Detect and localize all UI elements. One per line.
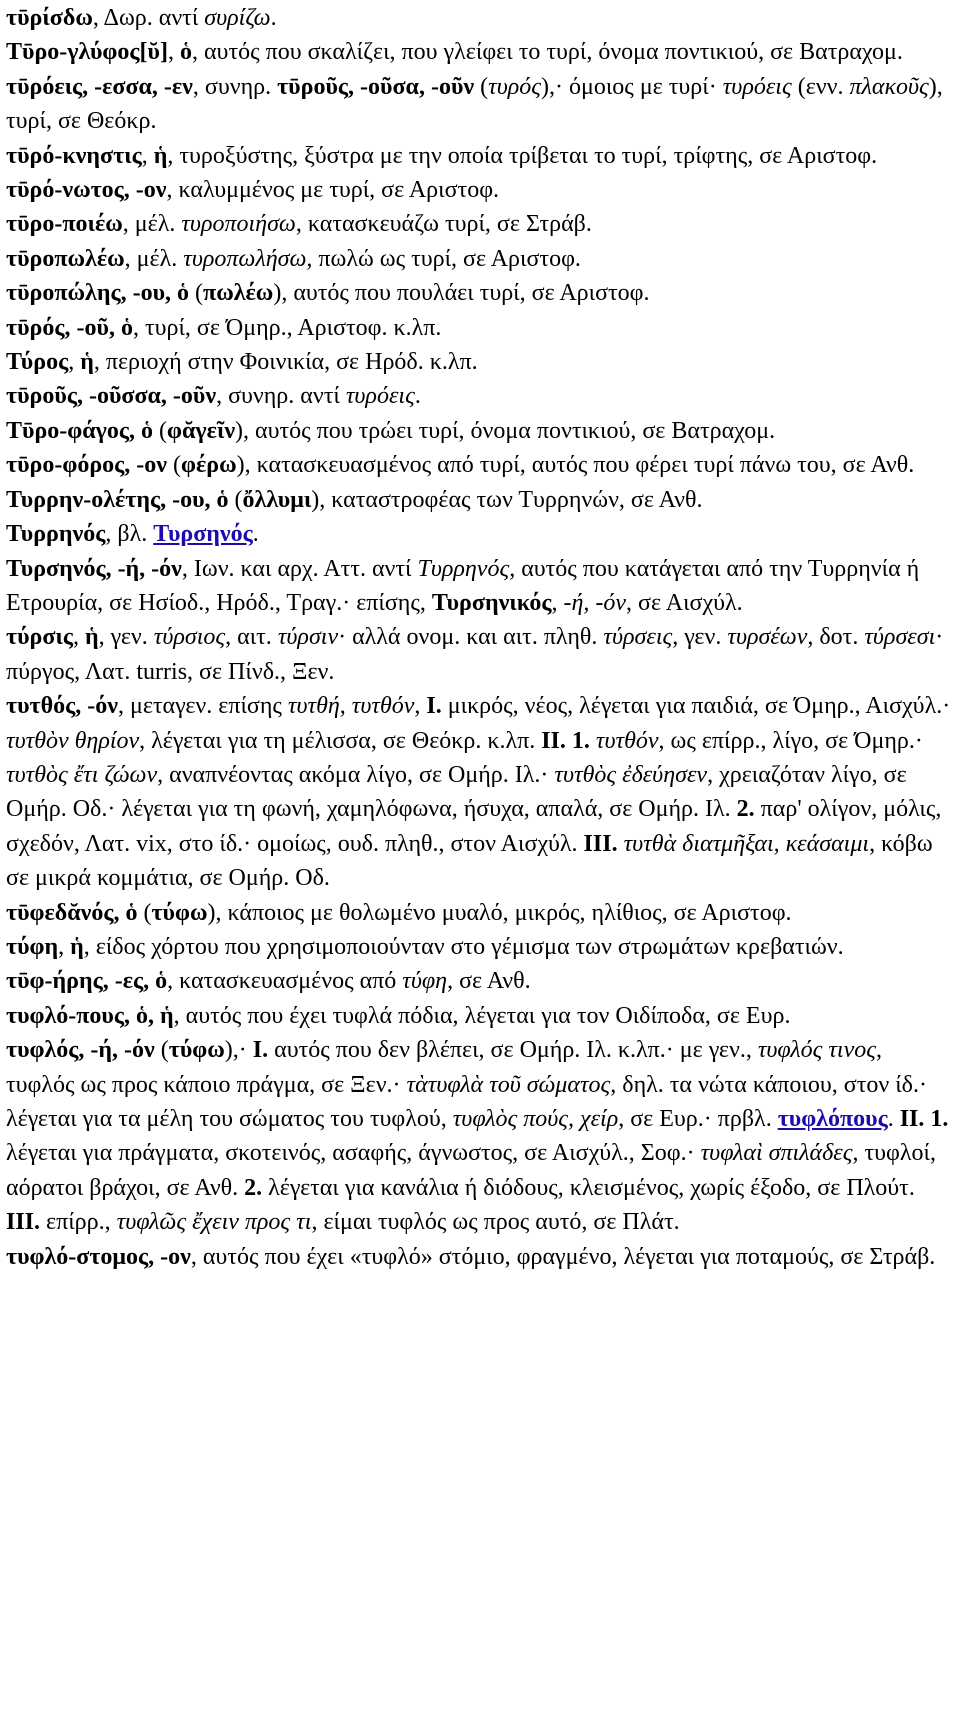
definition-text: , κόβω σε μικρά κομμάτια, σε Ομήρ. Οδ. (6, 830, 933, 892)
definition-text: . (414, 383, 421, 410)
definition-text: , (141, 142, 154, 169)
definition-text: , κατασκευάζω τυρί, σε Στράβ. (295, 211, 592, 238)
definition-text: · πύργος, Λατ. turris, σε Πίνδ., Ξεν. (6, 624, 944, 685)
dictionary-entry-tyflo-stomos (6, 1240, 954, 1274)
definition-text: , τυφλός ως προς κάποιο πράγμα, σε Ξεν.· (6, 1037, 882, 1098)
definition-text: , τυρί, σε Όμηρ., Αριστοφ. κ.λπ. (132, 314, 442, 341)
dictionary-entry-turopoleo (6, 242, 954, 276)
italic-text: συρίζω (204, 5, 271, 31)
bold-text: τύφω (151, 899, 208, 926)
italic-text: Τυρρηνός (417, 555, 510, 582)
dictionary-entry-tyrrenos (6, 517, 954, 551)
italic-text: τυρσέων (727, 624, 808, 651)
headword: τῡφ-ήρης, -ες, ὁ (6, 968, 168, 995)
definition-text: , καλυμμένος με τυρί, σε Αριστοφ. (166, 177, 500, 204)
dictionary-entry-turopoles (6, 276, 954, 310)
definition-text: ( (153, 417, 168, 444)
definition-text: , αιτ. (225, 624, 278, 651)
definition-text: , τυροξύστης, ξύστρα με την οποία τρίβεται το τυρί, τρίφτης, σε Αριστοφ. (167, 142, 878, 169)
bold-text: ὄλλυμι (242, 486, 312, 513)
definition-text: , αυτός που κατάγεται από την Τυρρηνία ή Ετρουρία, σε Ησίοδ., Ηρόδ., Τραγ.· επίσης, (6, 555, 920, 616)
headword: τῡρό-νωτος, -ον (6, 177, 167, 204)
headword: Τῡρο-γλύφος[ῠ] (6, 39, 168, 66)
definition-text: , μέλ. (122, 211, 182, 238)
definition-text: ), τυρί, σε Θεόκρ. (6, 73, 943, 135)
italic-text: τυτθὸν θηρίον (6, 727, 140, 754)
headword: Τυρρηνός (6, 521, 106, 548)
dictionary-entry-turo-fagos (6, 414, 954, 448)
bold-text: φέρω (181, 452, 237, 479)
bold-text: τύφω (168, 1037, 225, 1064)
headword: τῡρίσδω (6, 5, 93, 31)
italic-text: τυτθή (287, 693, 340, 720)
dictionary-entry-tyrren-oletes (6, 483, 954, 517)
italic-text: τύφη (402, 968, 448, 995)
bold-text: II. 1. (899, 1106, 949, 1132)
cross-reference-link[interactable]: τυφλόπους (777, 1106, 888, 1132)
definition-text: . (252, 521, 259, 548)
bold-text: φᾰγεῖν (167, 417, 236, 444)
definition-text: , Δωρ. αντί (92, 5, 205, 31)
definition-text: , συνηρ. αντί (216, 383, 346, 410)
definition-text: ( (474, 73, 489, 100)
headword: τῡρός, -οῦ, ὁ (6, 314, 133, 341)
definition-text: , αυτός που σκαλίζει, που γλείφει το τυρί, όνομα ποντικιού, σε Βατραχομ. (191, 39, 903, 66)
bold-text: Τυρσηνικός (431, 589, 552, 616)
definition-text: , χρειαζόταν λίγο, σε Ομήρ. Οδ.· λέγεται για τη φωνή, χαμηλόφωνα, ήσυχα, απαλά, σε Ομήρ. Ιλ. (6, 761, 907, 823)
definition-text: , είδος χόρτου που χρησιμοποιούνταν στο γέμισμα των στρωμάτων κρεβατιών. (83, 933, 844, 960)
headword: Τυρσηνός, -ή, -όν (6, 555, 182, 582)
bold-text: ἡ (84, 624, 99, 651)
headword: τυφλό-πους, ὁ, ἡ (6, 1002, 174, 1029)
italic-text: τυφλαὶ σπιλάδες (700, 1140, 853, 1167)
headword: τῡρο-φόρος, -ον (6, 452, 168, 479)
headword: τύφη (6, 933, 59, 960)
definition-text: , λέγεται για τη μέλισσα, σε Θεόκρ. κ.λπ. (139, 727, 542, 754)
definition-text: ),· όμοιος με τυρί· (541, 73, 723, 100)
definition-text: , αυτός που έχει τυφλά πόδια, λέγεται για τον Οιδίποδα, σε Ευρ. (173, 1002, 791, 1029)
definition-text: , βλ. (105, 521, 154, 548)
headword: τυτθός, -όν (6, 693, 118, 720)
definition-text: , σε Ανθ. (447, 968, 531, 995)
italic-text: πλακοῦς (849, 73, 929, 100)
definition-text: αυτός που δεν βλέπει, σε Ομήρ. Ιλ. κ.λπ.· με γεν., (268, 1037, 758, 1064)
italic-text: τυφλός τινος (757, 1037, 876, 1064)
dictionary-entry-tytthos (6, 689, 954, 895)
bold-text: I. (426, 693, 442, 720)
headword: Τῡρο-φάγος, ὁ (6, 417, 154, 444)
definition-text: , πωλώ ως τυρί, σε Αριστοφ. (306, 245, 581, 272)
dictionary-entry-tyf-eres (6, 964, 954, 998)
headword: Τυρρην-ολέτης, -ου, ὁ (6, 486, 229, 513)
dictionary-entry-tyfedanos (6, 896, 954, 930)
headword: τῡρο-ποιέω (6, 211, 123, 238)
definition-text: , γεν. (98, 624, 154, 651)
definition-text: ( (137, 899, 152, 926)
bold-text: III. (583, 830, 618, 857)
italic-text: τύρσεις (603, 624, 673, 651)
definition-text: ( (228, 486, 243, 513)
dictionary-entry-turos (6, 311, 954, 345)
definition-text: · αλλά ονομ. και αιτ. πληθ. (338, 624, 604, 651)
dictionary-entry-turo-poieo (6, 207, 954, 241)
italic-text: τυτθὸς ἐδεύησεν (554, 761, 708, 788)
definition-text: . (887, 1106, 900, 1132)
italic-text: τυροποιήσω (181, 211, 296, 238)
definition-text: , (551, 589, 564, 616)
definition-text: , σε Αισχύλ. (626, 589, 743, 616)
definition-text: , περιοχή στην Φοινικία, σε Ηρόδ. κ.λπ. (93, 349, 478, 376)
bold-text: ἡ (153, 142, 168, 169)
definition-text: , (339, 693, 352, 720)
italic-text: τυτθὸς ἔτι ζώων (6, 761, 158, 788)
definition-text: , αναπνέοντας ακόμα λίγο, σε Ομήρ. Ιλ.· (157, 761, 555, 788)
definition-text: ( (154, 1037, 169, 1064)
definition-text: , τυφλοί, αόρατοι βράχοι, σε Ανθ. (6, 1140, 936, 1201)
bold-text: ἡ (80, 349, 94, 376)
definition-text: λέγεται για πράγματα, σκοτεινός, ασαφής, άγνωστος, σε Αισχύλ., Σοφ.· (6, 1140, 701, 1167)
italic-text: τυτθόν (595, 727, 659, 754)
headword: τῡροπώλης, -ου, ὁ (6, 280, 190, 307)
definition-text: (ενν. (791, 73, 850, 100)
headword: τῡροπωλέω (6, 245, 125, 272)
definition-text: , (58, 933, 71, 960)
definition-text: , γεν. (672, 624, 728, 651)
italic-text: τυρός (488, 73, 541, 100)
definition-text: παρ' ολίγον, μόλις, σχεδόν, Λατ. vix, στο ίδ.· ομοίως, ουδ. πληθ., στον Αισχύλ. (6, 796, 942, 857)
definition-text: , δηλ. τα νώτα κάποιου, στον ίδ.· λέγεται για τα μέλη του σώματος του τυφλού, (6, 1071, 927, 1132)
italic-text: τυτθόν (351, 693, 415, 720)
definition-text: λέγεται για κανάλια ή διόδους, κλεισμένος, χωρίς έξοδο, σε Πλούτ. (262, 1174, 915, 1201)
italic-text: τύρσιος (153, 624, 226, 651)
bold-text: ἡ (70, 933, 84, 960)
definition-text: , σε Ευρ.· πρβλ. (618, 1106, 778, 1132)
italic-text: τύρσεσι (864, 624, 936, 651)
dictionary-entry-turous (6, 379, 954, 413)
headword: τῡφεδᾰνός, ὁ (6, 899, 138, 926)
headword: τῡρό-κνηστις (6, 142, 142, 169)
italic-text: τὰτυφλὰ τοῦ σώματος (406, 1071, 611, 1098)
definition-text: , δοτ. (807, 624, 865, 651)
definition-text: , μεταγεν. επίσης (117, 693, 288, 720)
definition-text: , αυτός που έχει «τυφλό» στόμιο, φραγμένο, λέγεται για ποταμούς, σε Στράβ. (190, 1243, 936, 1270)
dictionary-entry-tyros-place (6, 345, 954, 379)
definition-text: , (167, 39, 180, 66)
definition-text: , συνηρ. (192, 73, 278, 100)
definition-text: ), αυτός που τρώει τυρί, όνομα ποντικιού, σε Βατραχομ. (235, 417, 776, 444)
definition-text: , Ιων. και αρχ. Αττ. αντί (181, 555, 418, 582)
definition-text: ),· (224, 1037, 253, 1064)
italic-text: -ή, -όν (563, 589, 627, 616)
dictionary-entry-turisdo (6, 1, 954, 35)
dictionary-entry-turo-notos (6, 173, 954, 207)
bold-text: 2. (244, 1174, 263, 1201)
italic-text: τυφλὸς πούς, χείρ (452, 1106, 619, 1132)
bold-text: ὁ (179, 39, 192, 66)
definition-text: ), κατασκευασμένος από τυρί, αυτός που φέρει τυρί πάνω του, σε Ανθ. (236, 452, 915, 479)
italic-text: τύρσιν (277, 624, 339, 651)
italic-text: τυφλῶς ἔχειν προς τι (116, 1209, 312, 1236)
definition-text: ), καταστροφέας των Τυρρηνών, σε Ανθ. (311, 486, 703, 513)
cross-reference-link[interactable]: Τυρσηνός (153, 521, 253, 548)
headword: τυφλό-στομος, -ον (6, 1243, 191, 1270)
definition-text: ), αυτός που πουλάει τυρί, σε Αριστοφ. (273, 280, 650, 307)
bold-text: III. (6, 1209, 41, 1236)
definition-text: ), κάποιος με θολωμένο μυαλό, μικρός, ηλίθιος, σε Αριστοφ. (207, 899, 792, 926)
bold-text: τῡροῦς, -οῦσα, -οῦν (277, 73, 475, 100)
bold-text: πωλέω (203, 280, 274, 307)
headword: τυφλός, -ή, -όν (6, 1037, 155, 1064)
dictionary-entry-turo-glyfos (6, 35, 954, 69)
definition-text: μικρός, νέος, λέγεται για παιδιά, σε Όμηρ., Αισχύλ.· (441, 693, 951, 720)
definition-text: επίρρ., (40, 1209, 117, 1236)
headword: τύρσις (6, 624, 73, 651)
definition-text: , κατασκευασμένος από (167, 968, 403, 995)
definition-text: . (270, 5, 277, 31)
definition-text: , ως επίρρ., λίγο, σε Όμηρ.· (658, 727, 923, 754)
definition-text: , είμαι τυφλός ως προς αυτό, σε Πλάτ. (311, 1209, 680, 1236)
definition-text: , (68, 349, 81, 376)
dictionary-entry-turo-knestis (6, 139, 954, 173)
headword: Τύρος (6, 349, 69, 376)
definition-text: , μέλ. (124, 245, 184, 272)
definition-text: , (414, 693, 427, 720)
headword: τῡρόεις, -εσσα, -εν (6, 73, 193, 100)
dictionary-entry-tyrsenos (6, 552, 954, 621)
definition-text: ( (167, 452, 182, 479)
italic-text: τυτθὰ διατμῆξαι, κεάσαιμι (623, 830, 870, 857)
definition-text: ( (189, 280, 204, 307)
dictionary-entry-tyflos (6, 1033, 954, 1239)
dictionary-entry-tyfe (6, 930, 954, 964)
dictionary-entry-tyflo-pous (6, 999, 954, 1033)
dictionary-entry-tyrsis (6, 620, 954, 689)
bold-text: II. 1. (541, 727, 590, 754)
italic-text: τυροπωλήσω (183, 245, 307, 272)
definition-text: , (72, 624, 85, 651)
dictionary-entry-turoeis (6, 70, 954, 139)
italic-text: τυρόεις (722, 73, 792, 100)
bold-text: 2. (736, 796, 755, 823)
dictionary-entry-turo-foros (6, 448, 954, 482)
italic-text: τυρόεις (345, 383, 415, 410)
headword: τῡροῦς, -οῦσσα, -οῦν (6, 383, 217, 410)
bold-text: I. (252, 1037, 269, 1064)
